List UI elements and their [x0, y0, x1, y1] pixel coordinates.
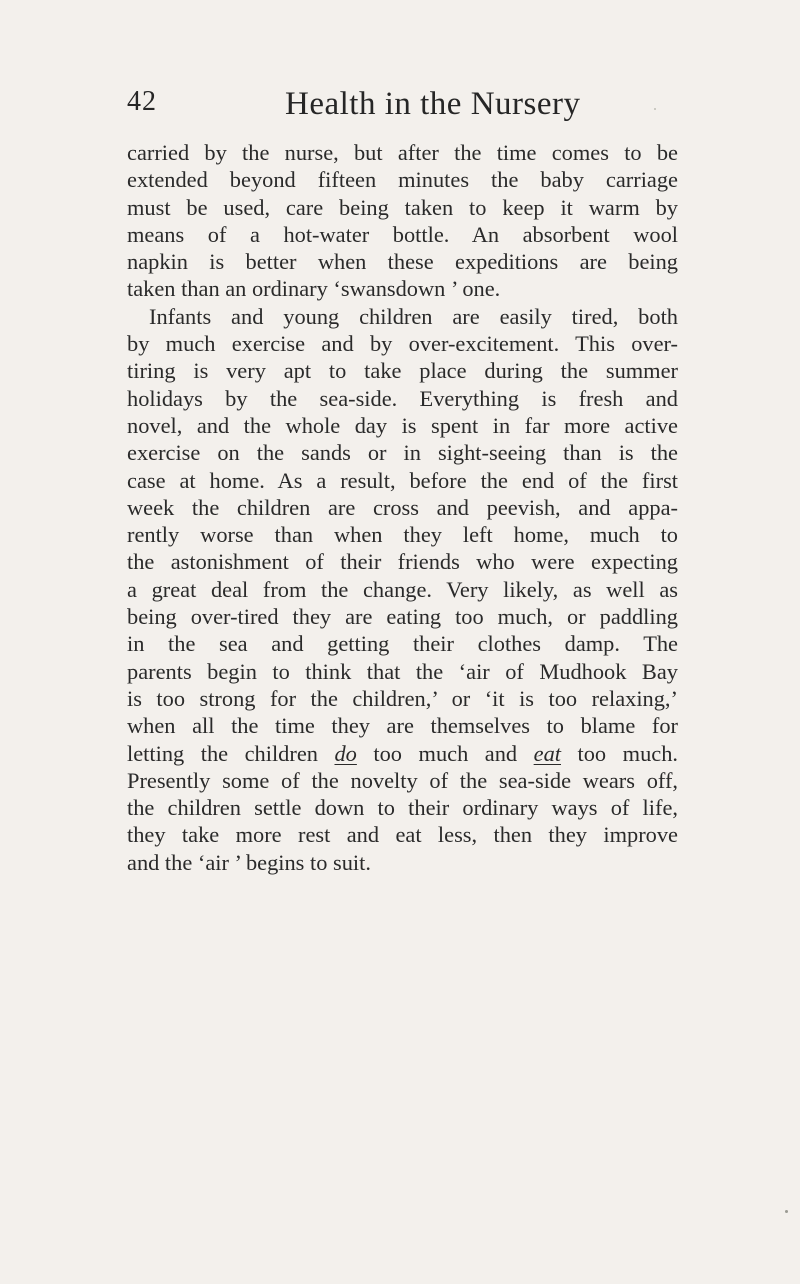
text-line: and the ‘air ’ begins to suit.	[127, 849, 371, 875]
page-number: 42	[127, 86, 157, 117]
text-line: week the children are cross and peevish, and appa-	[127, 494, 678, 520]
paper-speck	[654, 108, 656, 110]
text-line: holidays by the sea-side. Everything is fresh and	[127, 385, 678, 411]
text-line	[127, 740, 678, 767]
text-line: case at home. As a result, before the end of the first	[127, 467, 678, 493]
text-line: parents begin to think that the ‘air of Mudhook Bay	[127, 658, 678, 684]
text-line: exercise on the sands or in sight-seeing than is the	[127, 440, 678, 466]
text-fragment: too much.	[561, 740, 678, 766]
italic-word-eat: eat	[533, 740, 561, 766]
text-line: is too strong for the children,’ or ‘it is too relaxing,’	[127, 685, 678, 711]
paper-speck	[785, 1210, 788, 1213]
text-line: carried by the nurse, but after the time comes to be	[127, 140, 678, 165]
text-line: Presently some of the novelty of the sea-side wears off,	[127, 767, 678, 793]
text-line: by much exercise and by over-excitement. This over-	[127, 331, 678, 357]
text-line: a great deal from the change. Very likely, as well as	[127, 576, 678, 602]
italic-word-do: do	[334, 740, 357, 766]
body-text	[127, 139, 678, 876]
page-header	[127, 86, 677, 132]
text-line: napkin is better when these expeditions are being	[127, 249, 678, 275]
text-line: extended beyond fifteen minutes the baby carriage	[127, 167, 678, 193]
text-line: they take more rest and eat less, then they improve	[127, 822, 678, 848]
text-line: the astonishment of their friends who were expecting	[127, 549, 678, 575]
text-fragment: too much and	[356, 740, 534, 766]
text-line: Infants and young children are easily tired, both	[149, 303, 678, 329]
text-line: the children settle down to their ordinary ways of life,	[127, 795, 678, 821]
text-line: means of a hot-water bottle. An absorbent wool	[127, 221, 678, 247]
text-line: being over-tired they are eating too much, or paddling	[127, 604, 678, 630]
text-line: tiring is very apt to take place during the summer	[127, 358, 678, 384]
text-line: taken than an ordinary ‘swansdown ’ one.	[127, 276, 501, 302]
text-fragment: letting the children	[127, 740, 335, 766]
running-head: Health in the Nursery	[285, 86, 581, 122]
text-line: when all the time they are themselves to blame for	[127, 713, 678, 739]
text-line: in the sea and getting their clothes damp. The	[127, 631, 678, 657]
text-line: must be used, care being taken to keep it warm by	[127, 194, 678, 220]
text-line: rently worse than when they left home, much to	[127, 522, 678, 548]
text-line: novel, and the whole day is spent in far more active	[127, 412, 678, 438]
